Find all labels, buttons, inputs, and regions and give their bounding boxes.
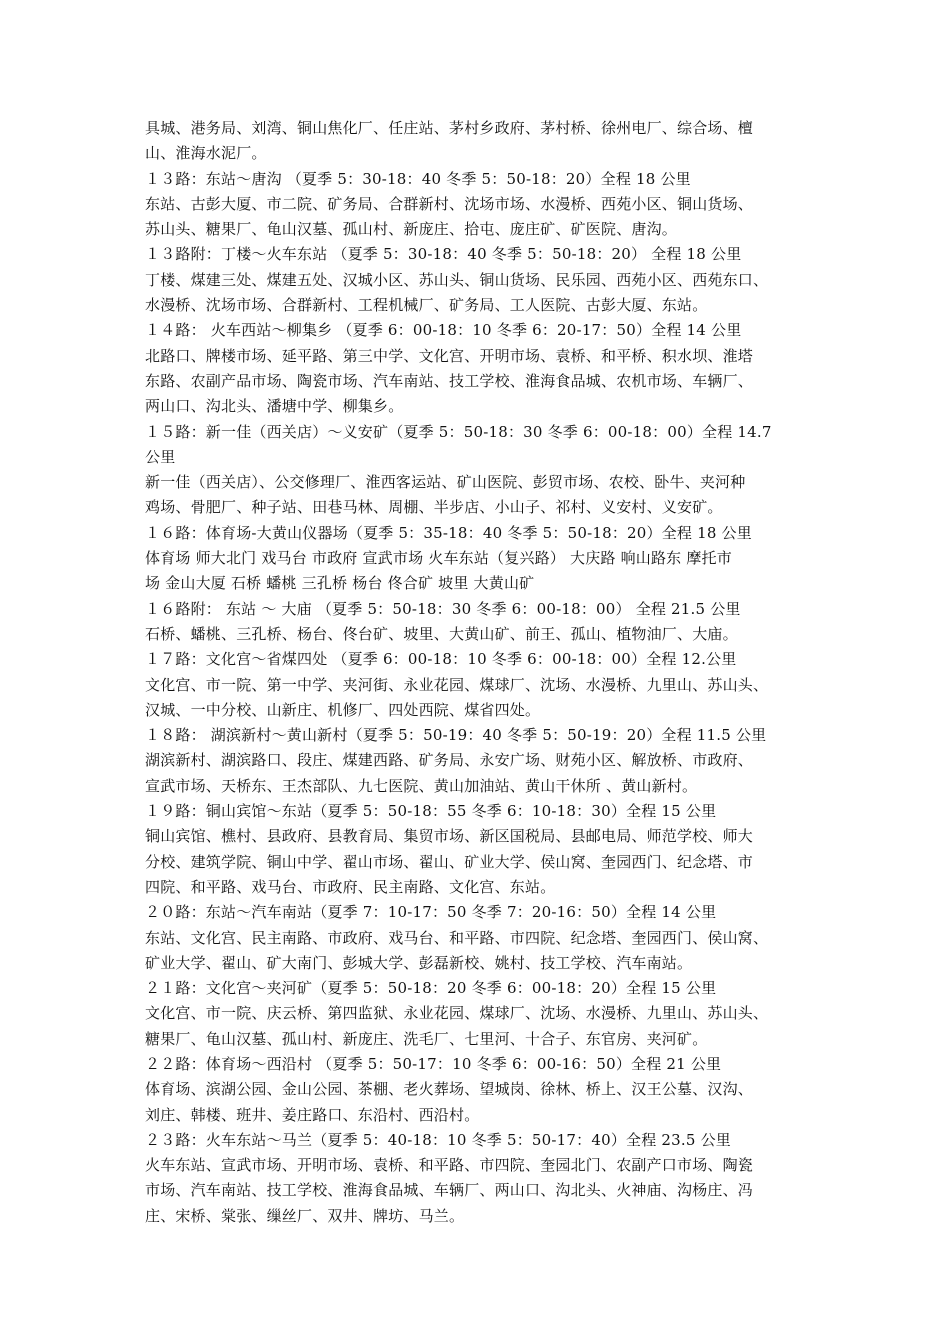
- route-heading: １９路：铜山宾馆～东站（夏季 5：50-18：55 冬季 6：10-18：30）全程 15 公里: [145, 802, 717, 821]
- route-heading: １３路：东站～唐沟 （夏季 5：30-18：40 冬季 5：50-18：20）全程 18 公里: [145, 169, 691, 188]
- text-line: 体育场 师大北门 戏马台 市政府 宣武市场 火车东站（复兴路） 大庆路 响山路东 摩托市: [145, 549, 732, 568]
- text-line: 东站、古彭大厦、市二院、矿务局、合群新村、沈场市场、水漫桥、西苑小区、铜山货场、: [145, 194, 754, 213]
- text-line: 刘庄、韩楼、班井、姜庄路口、东沿村、西沿村。: [145, 1105, 480, 1124]
- text-line: 四院、和平路、戏马台、市政府、民主南路、文化宫、东站。: [145, 877, 556, 896]
- route-heading: １６路：体育场-大黄山仪器场（夏季 5：35-18：40 冬季 5：50-18：20）全程 18 公里: [145, 523, 752, 542]
- text-line: 丁楼、煤建三处、煤建五处、汉城小区、苏山头、铜山货场、民乐园、西苑小区、西苑东口、: [145, 270, 769, 289]
- route-heading: １４路： 火车西站～柳集乡 （夏季 6：00-18：10 冬季 6：20-17：50）全程 14 公里: [145, 321, 742, 340]
- route-heading: ２３路：火车东站～马兰（夏季 5：40-18：10 冬季 5：50-17：40）全程 23.5 公里: [145, 1130, 731, 1149]
- text-line: 庄、宋桥、棠张、缫丝厂、双井、牌坊、马兰。: [145, 1206, 465, 1225]
- text-line: 两山口、沟北头、潘塘中学、柳集乡。: [145, 397, 404, 416]
- route-heading: １７路：文化宫～省煤四处 （夏季 6：00-18：10 冬季 6：00-18：00）全程 12.公里: [145, 650, 737, 669]
- text-line: 火车东站、宣武市场、开明市场、袁桥、和平路、市四院、奎园北门、农副产口市场、陶瓷: [145, 1156, 754, 1175]
- text-line: 公里: [145, 447, 176, 466]
- text-line: 体育场、滨湖公园、金山公园、茶棚、老火葬场、望城岗、徐林、桥上、汉王公墓、汉沟、: [145, 1080, 754, 1099]
- text-line: 汉城、一中分校、山新庄、机修厂、四处西院、煤省四处。: [145, 700, 541, 719]
- text-line: 水漫桥、沈场市场、合群新村、工程机械厂、矿务局、工人医院、古彭大厦、东站。: [145, 296, 708, 315]
- text-line: 东站、文化宫、民主南路、市政府、戏马台、和平路、市四院、纪念塔、奎园西门、侯山窝、: [145, 928, 769, 947]
- text-line: 鸡场、骨肥厂、种子站、田巷马林、周棚、半步店、小山子、祁村、义安村、义安矿。: [145, 498, 723, 517]
- text-line: 分校、建筑学院、铜山中学、翟山市场、翟山、矿业大学、侯山窝、奎园西门、纪念塔、市: [145, 852, 754, 871]
- text-line: 场 金山大厦 石桥 蟠桃 三孔桥 杨台 佟合矿 坡里 大黄山矿: [145, 574, 535, 593]
- text-line: 市场、汽车南站、技工学校、淮海食品城、车辆厂、两山口、沟北头、火神庙、沟杨庄、冯: [145, 1181, 754, 1200]
- text-line: 石桥、蟠桃、三孔桥、杨台、佟台矿、坡里、大黄山矿、前王、孤山、植物油厂、大庙。: [145, 624, 738, 643]
- text-line: 矿业大学、翟山、矿大南门、彭城大学、彭磊新校、姚村、技工学校、汽车南站。: [145, 953, 693, 972]
- document-page: [145, 116, 817, 1229]
- text-line: 具城、港务局、刘湾、铜山焦化厂、任庄站、茅村乡政府、茅村桥、徐州电厂、综合场、檀: [145, 119, 754, 137]
- text-line: 山、淮海水泥厂。: [145, 144, 267, 163]
- route-heading: １６路附： 东站 ～ 大庙 （夏季 5：50-18：30 冬季 6：00-18：00） 全程 21.5 公里: [145, 599, 741, 618]
- text-line: 东路、农副产品市场、陶瓷市场、汽车南站、技工学校、淮海食品城、农机市场、车辆厂、: [145, 371, 754, 390]
- text-line: 宣武市场、天桥东、王杰部队、九七医院、黄山加油站、黄山干休所 、黄山新村。: [145, 776, 698, 795]
- text-line: 苏山头、糖果厂、龟山汉墓、孤山村、新庞庄、拾屯、庞庄矿、矿医院、唐沟。: [145, 220, 678, 239]
- text-line: 新一佳（西关店）、公交修理厂、淮西客运站、矿山医院、彭贸市场、农校、卧牛、夹河种: [145, 473, 746, 492]
- route-heading: １３路附：丁楼～火车东站 （夏季 5：30-18：40 冬季 5：50-18：20） 全程 18 公里: [145, 245, 742, 264]
- text-line: 湖滨新村、湖滨路口、段庄、煤建西路、矿务局、永安广场、财苑小区、解放桥、市政府、: [145, 751, 754, 770]
- route-heading: ２２路：体育场～西沿村 （夏季 5：50-17：10 冬季 6：00-16：50）全程 21 公里: [145, 1054, 722, 1073]
- text-line: 北路口、牌楼市场、延平路、第三中学、文化宫、开明市场、袁桥、和平桥、积水坝、淮塔: [145, 346, 754, 365]
- text-line: 铜山宾馆、樵村、县政府、县教育局、集贸市场、新区国税局、县邮电局、师范学校、师大: [145, 827, 754, 846]
- text-line: 糖果厂、龟山汉墓、孤山村、新庞庄、洗毛厂、七里河、十合子、东官房、夹河矿。: [145, 1029, 708, 1048]
- route-heading: １５路：新一佳（西关店）～义安矿（夏季 5：50-18：30 冬季 6：00-18：00）全程 14.7: [145, 422, 772, 441]
- route-heading: ２１路：文化宫～夹河矿（夏季 5：50-18：20 冬季 6：00-18：20）全程 15 公里: [145, 979, 717, 998]
- text-line: 文化宫、市一院、第一中学、夹河街、永业花园、煤球厂、沈场、水漫桥、九里山、苏山头、: [145, 675, 769, 694]
- text-line: 文化宫、市一院、庆云桥、第四监狱、永业花园、煤球厂、沈场、水漫桥、九里山、苏山头、: [145, 1004, 769, 1023]
- route-heading: ２０路：东站～汽车南站（夏季 7：10-17：50 冬季 7：20-16：50）全程 14 公里: [145, 903, 717, 922]
- route-heading: １８路： 湖滨新村～黄山新村（夏季 5：50-19：40 冬季 5：50-19：20）全程 11.5 公里: [145, 726, 767, 745]
